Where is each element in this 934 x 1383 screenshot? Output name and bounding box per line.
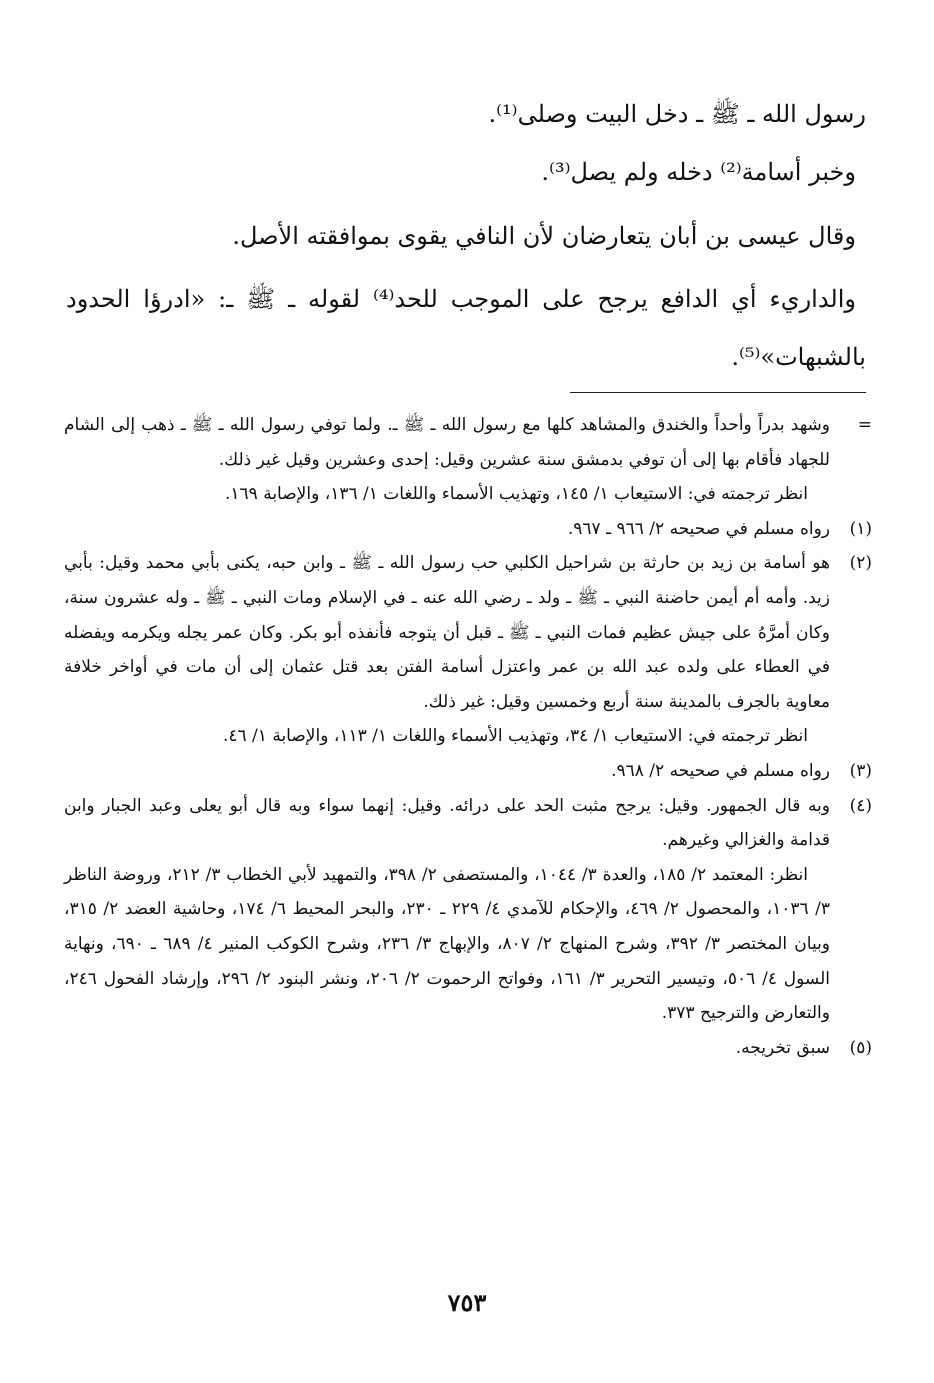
footnote-number: (٢) <box>849 553 872 574</box>
continuation-marker: = <box>857 415 872 435</box>
footnote-number: (٤) <box>849 795 872 816</box>
footnote-2 <box>64 546 872 754</box>
paragraph-3: وقال عيسى بن أبان يتعارضان لأن النافي يقوى بموافقته الأصل. <box>232 222 856 250</box>
footnote-text: وشهد بدراً وأحداً والخندق والمشاهد كلها مع رسول الله ـ ﷺ ـ. ولما توفي رسول الله ـ ﷺ ـ ذهب إلى الشام للجهاد فأقام بها إلى أن توفي بدمشق سنة عشرين وقيل: إحدى وعشرين وقيل غير ذلك. <box>64 415 830 470</box>
footnote-continued <box>64 408 872 512</box>
footnote-text: رواه مسلم في صحيحه ٢/ ٩٦٦ ـ ٩٦٧. <box>567 518 830 539</box>
footnote-3 <box>64 754 872 789</box>
paragraph-4: والداريء أي الدافع يرجح على الموجب للحد⁽⁴⁾ لقوله ـ ﷺ ـ: «ادرؤا الحدود بالشبهات»⁽⁵⁾. <box>66 285 866 371</box>
footnote-separator <box>570 392 866 393</box>
footnote-reference: انظر ترجمته في: الاستيعاب ١/ ٣٤، وتهذيب الأسماء واللغات ١/ ١١٣، والإصابة ١/ ٤٦. <box>222 726 808 747</box>
paragraph-2: وخبر أسامة⁽²⁾ دخله ولم يصل⁽³⁾. <box>541 158 856 186</box>
footnote-number: (٣) <box>849 760 872 781</box>
footnote-reference: انظر ترجمته في: الاستيعاب ١/ ١٤٥، وتهذيب الأسماء واللغات ١/ ١٣٦، والإصابة ١٦٩. <box>224 484 808 505</box>
footnote-text: سبق تخريجه. <box>735 1037 830 1058</box>
footnote-text: رواه مسلم في صحيحه ٢/ ٩٦٨. <box>611 760 830 781</box>
footnote-text: هو أسامة بن زيد بن حارثة بن شراحيل الكلبي حب رسول الله ـ ﷺ ـ وابن حبه، يكنى بأبي محمد وقيل: بأبي زيد. وأمه أم أيمن حاضنة النبي ـ ﷺ ـ ولد ـ رضي الله عنه ـ في الإسلام ومات النبي ـ ﷺ ـ وله عشرون سنة، وكان أمرَّهُ على جيش عظيم فمات النبي ـ ﷺ ـ قبل أن يتوجه فأنفذه أبو بكر. وكان عمر يجله ويكرمه ويفضله في العطاء على ولده عبد الله بن عمر واعتزل أسامة الفتن بعد قتل عثمان إلى أن مات في أواخر خلافة معاوية بالجرف بالمدينة سنة أربع وخمسين وقيل: غير ذلك. <box>64 553 830 712</box>
footnote-number: (١) <box>849 518 872 539</box>
footnote-reference: انظر: المعتمد ٢/ ١٨٥، والعدة ٣/ ١٠٤٤، والمستصفى ٢/ ٣٩٨، والتمهيد لأبي الخطاب ٣/ ٢١٢، وروضة الناظر ٣/ ١٠٣٦، والمحصول ٢/ ٤٦٩، والإحكام للآمدي ٤/ ٢٢٩ ـ ٢٣٠، والبحر المحيط ٦/ ١٧٤، وحاشية العضد ٢/ ٣١٥، وبيان المختصر ٣/ ٣٩٢، وشرح المنهاج ٢/ ٨٠٧، والإبهاج ٣/ ٢٣٦، وشرح الكوكب المنير ٤/ ٦٨٩ ـ ٦٩٠، ونهاية السول ٤/ ٥٠٦، وتيسير التحرير ٣/ ١٦١، وفواتح الرحموت ٢/ ٢٠٦، ونشر البنود ٢/ ٢٩٦، وإرشاد الفحول ٢٤٦، والتعارض والترجيح ٣٧٣. <box>64 864 831 1024</box>
footnotes <box>64 408 872 1065</box>
footnote-4 <box>64 789 872 1031</box>
paragraph-1: رسول الله ـ ﷺ ـ دخل البيت وصلى⁽¹⁾. <box>488 100 866 128</box>
footnote-5 <box>64 1031 872 1066</box>
footnote-1 <box>64 512 872 547</box>
page-number: ٧٥٣ <box>447 1288 487 1317</box>
main-text <box>66 92 866 386</box>
footnote-text: وبه قال الجمهور. وقيل: يرجح مثبت الحد على درائه. وقيل: إنهما سواء وبه قال أبو يعلى وعبد الجبار وابن قدامة والغزالي وغيرهم. <box>64 795 830 851</box>
footnote-number: (٥) <box>849 1037 872 1058</box>
